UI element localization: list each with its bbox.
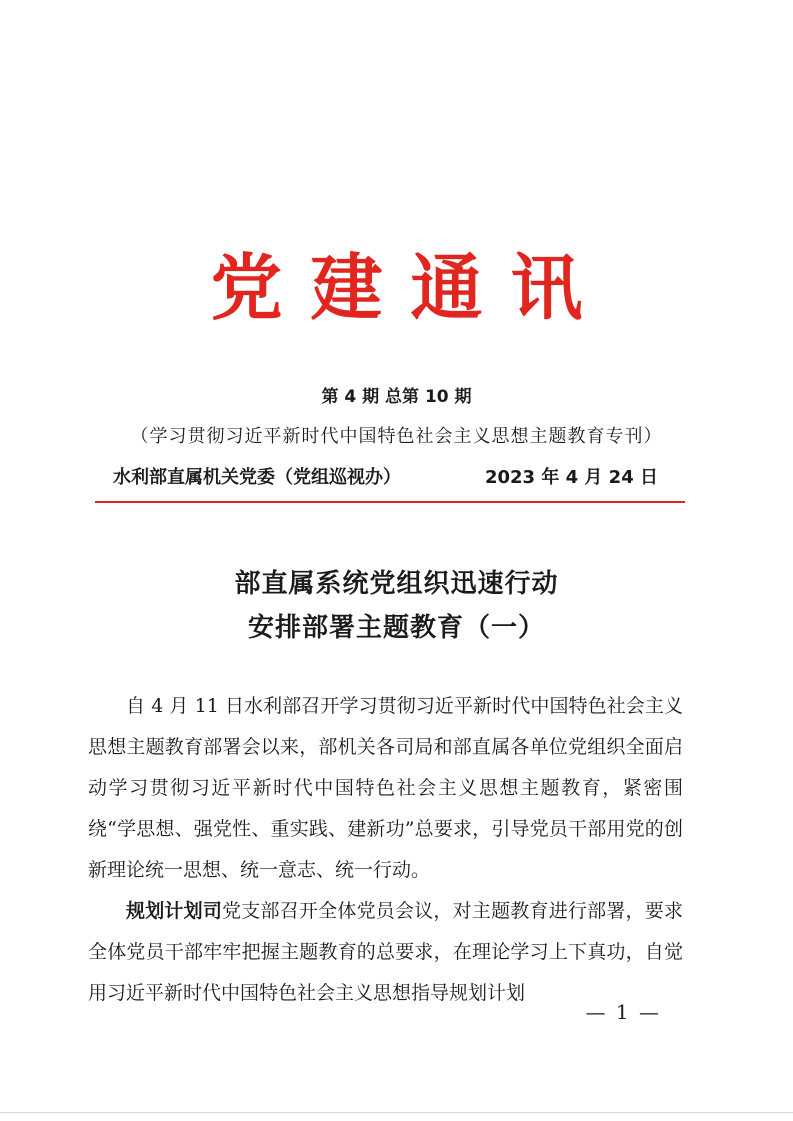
masthead-title: 党建通讯	[210, 246, 611, 330]
page-number: — 1 —	[585, 1000, 661, 1024]
red-divider	[95, 501, 685, 503]
paragraph-2-lead: 规划计划司	[126, 900, 223, 922]
scan-edge-line	[0, 1112, 793, 1113]
publisher-org: 水利部直属机关党委（党组巡视办）	[113, 467, 401, 488]
article-title-line1: 部直属系统党组织迅速行动	[234, 569, 559, 599]
special-edition-note: （学习贯彻习近平新时代中国特色社会主义思想主题教育专刊）	[130, 426, 663, 447]
paragraph-1: 自 4 月 11 日水利部召开学习贯彻习近平新时代中国特色社会主义思想主题教育部署会以来，部机关各司局和部直属各单位党组织全面启动学习贯彻习近平新时代中国特色社会主义思想主题教育，紧密围绕“学思想、强党性、重实践、建新功”总要求，引导党员干部用党的创新理论统一思想、统一意志、统一行动。	[88, 695, 683, 881]
issue-number: 第 4 期 总第 10 期	[321, 387, 472, 407]
article-title-line2: 安排部署主题教育（一）	[247, 613, 545, 643]
paragraph-2-text: 党支部召开全体党员会议，对主题教育进行部署，要求全体党员干部牢牢把握主题教育的总要求，在理论学习上下真功，自觉用习近平新时代中国特色社会主义思想指导规划计划	[88, 900, 683, 1004]
article-title	[0, 562, 793, 650]
publish-date: 2023 年 4 月 24 日	[484, 467, 658, 488]
paragraph-2	[88, 891, 683, 1014]
article-body	[88, 686, 683, 1014]
